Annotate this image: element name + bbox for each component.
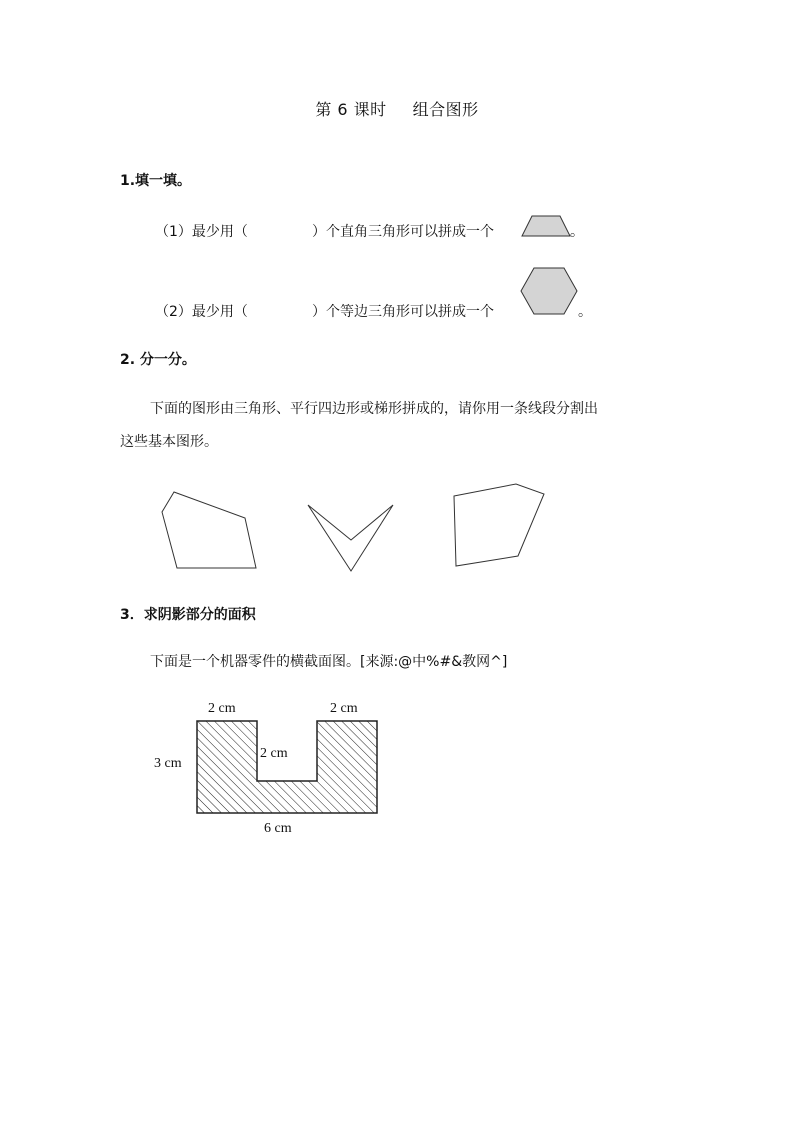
q3-text: 下面是一个机器零件的横截面图。[来源:@中%#&教网^] xyxy=(150,654,508,670)
trapezoid-icon xyxy=(520,214,572,238)
q3-heading: 3．求阴影部分的面积 xyxy=(120,607,256,623)
shaded-part-diagram xyxy=(196,720,380,816)
label-top-right: 2 cm xyxy=(330,701,358,716)
q1-item2-prefix: （2）最少用（ xyxy=(155,304,248,320)
pentagon-figure-icon xyxy=(162,492,256,568)
label-inner: 2 cm xyxy=(260,746,288,761)
lesson-topic: 组合图形 xyxy=(412,100,479,119)
q1-item1-suffix: ）个直角三角形可以拼成一个 xyxy=(312,224,494,240)
q1-item1-end: 。 xyxy=(570,224,584,240)
q1-item1-prefix: （1）最少用（ xyxy=(155,224,248,240)
label-left: 3 cm xyxy=(154,756,182,771)
q2-figures xyxy=(150,480,570,580)
hexagon-icon xyxy=(520,266,580,318)
chevron-figure-icon xyxy=(308,505,393,571)
label-bottom: 6 cm xyxy=(264,821,292,836)
q1-item2-end: 。 xyxy=(578,304,592,320)
q1-item2-suffix: ）个等边三角形可以拼成一个 xyxy=(312,304,494,320)
q2-text-line1: 下面的图形由三角形、平行四边形或梯形拼成的，请你用一条线段分割出 xyxy=(150,401,598,417)
shaded-region xyxy=(197,721,377,813)
q2-heading: 2. 分一分。 xyxy=(120,352,196,368)
page-title xyxy=(0,97,794,120)
lesson-number: 第 6 课时 xyxy=(315,100,387,119)
q2-text-line2: 这些基本图形。 xyxy=(120,434,218,450)
label-top-left: 2 cm xyxy=(208,701,236,716)
q1-heading: 1.填一填。 xyxy=(120,173,192,189)
quadrilateral-figure-icon xyxy=(454,484,544,566)
